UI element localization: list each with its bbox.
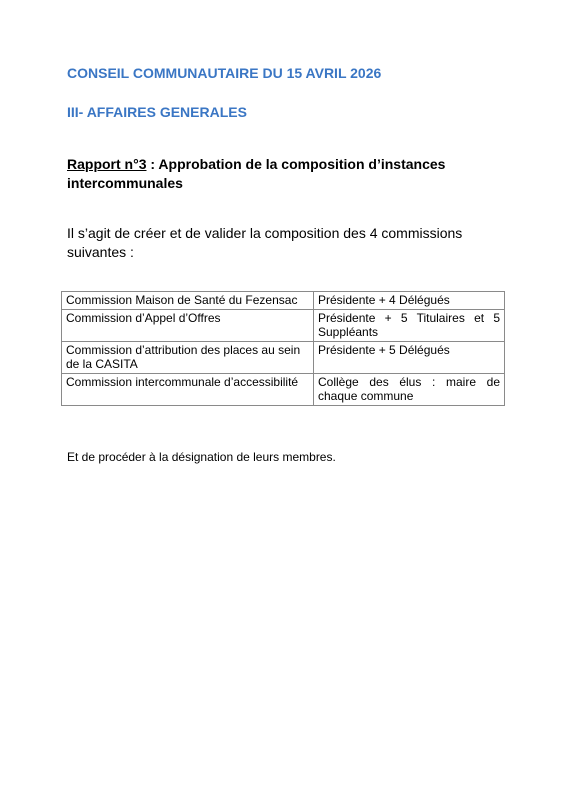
commission-composition-cell: Collège des élus : maire de chaque commune [314,373,505,405]
commission-name-cell: Commission d’Appel d’Offres [62,309,314,341]
commission-name-cell: Commission d’attribution des places au sein de la CASITA [62,341,314,373]
report-subject: : Approbation de la composition d’instances intercommunales [67,156,446,191]
section-heading: III- AFFAIRES GENERALES [67,104,247,120]
page-title: CONSEIL COMMUNAUTAIRE DU 15 AVRIL 2026 [67,65,382,81]
closing-paragraph: Et de procéder à la désignation de leurs membres. [67,450,336,464]
commission-composition-cell: Présidente + 4 Délégués [314,292,505,310]
commission-composition-cell: Présidente + 5 Délégués [314,341,505,373]
commissions-table [61,291,505,406]
commission-name-cell: Commission Maison de Santé du Fezensac [62,292,314,310]
commission-composition-cell: Présidente + 5 Titulaires et 5 Suppléants [314,309,505,341]
report-title [67,155,507,193]
commission-name-cell: Commission intercommunale d’accessibilité [62,373,314,405]
table-row [62,341,505,373]
table-row [62,309,505,341]
table-row [62,373,505,405]
report-number: Rapport n°3 [67,156,147,172]
table-row [62,292,505,310]
intro-paragraph: Il s’agit de créer et de valider la composition des 4 commissions suivantes : [67,225,463,260]
